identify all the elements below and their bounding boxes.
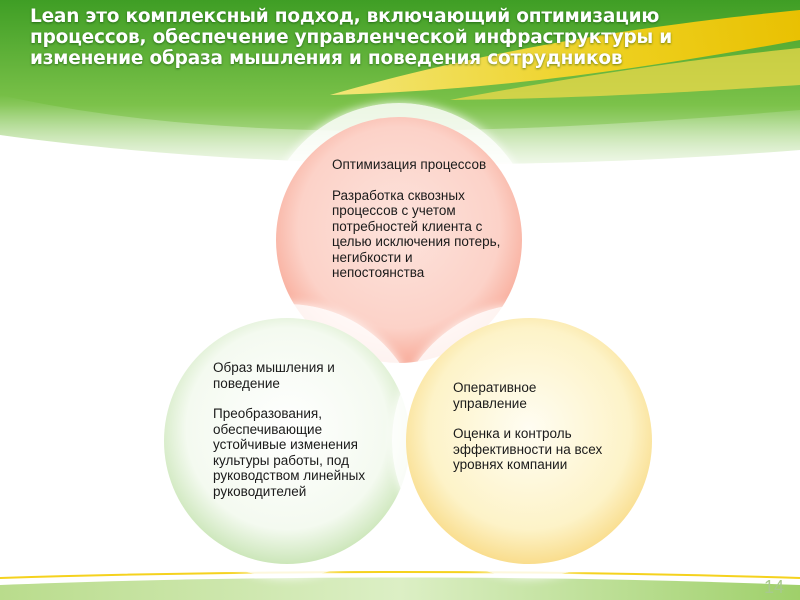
process-optimization-heading: Оптимизация процессов — [332, 157, 487, 172]
slide-title: Lean это комплексный подход, включающий оптимизацию процессов, обеспечение управленческой инфраструктуры и изменение образа мышления и поведения сотрудников — [30, 6, 673, 69]
operational-management-text — [453, 380, 613, 473]
process-optimization-text — [332, 157, 507, 281]
mindset-behavior-heading: Образ мышления и поведение — [213, 360, 335, 391]
mindset-behavior-text — [213, 360, 393, 499]
operational-management-heading: Оперативное управление — [453, 380, 537, 411]
process-optimization-body: Разработка сквозных процессов с учетом потребностей клиента с целью исключения потерь, негибкости и непостоянства — [332, 187, 501, 280]
mindset-behavior-body: Преобразования, обеспечивающие устойчивые изменения культуры работы, под руководством линейных руководителей — [213, 406, 366, 499]
operational-management-body: Оценка и контроль эффективности на всех уровнях компании — [453, 426, 603, 472]
page-number: 14 — [763, 577, 784, 597]
